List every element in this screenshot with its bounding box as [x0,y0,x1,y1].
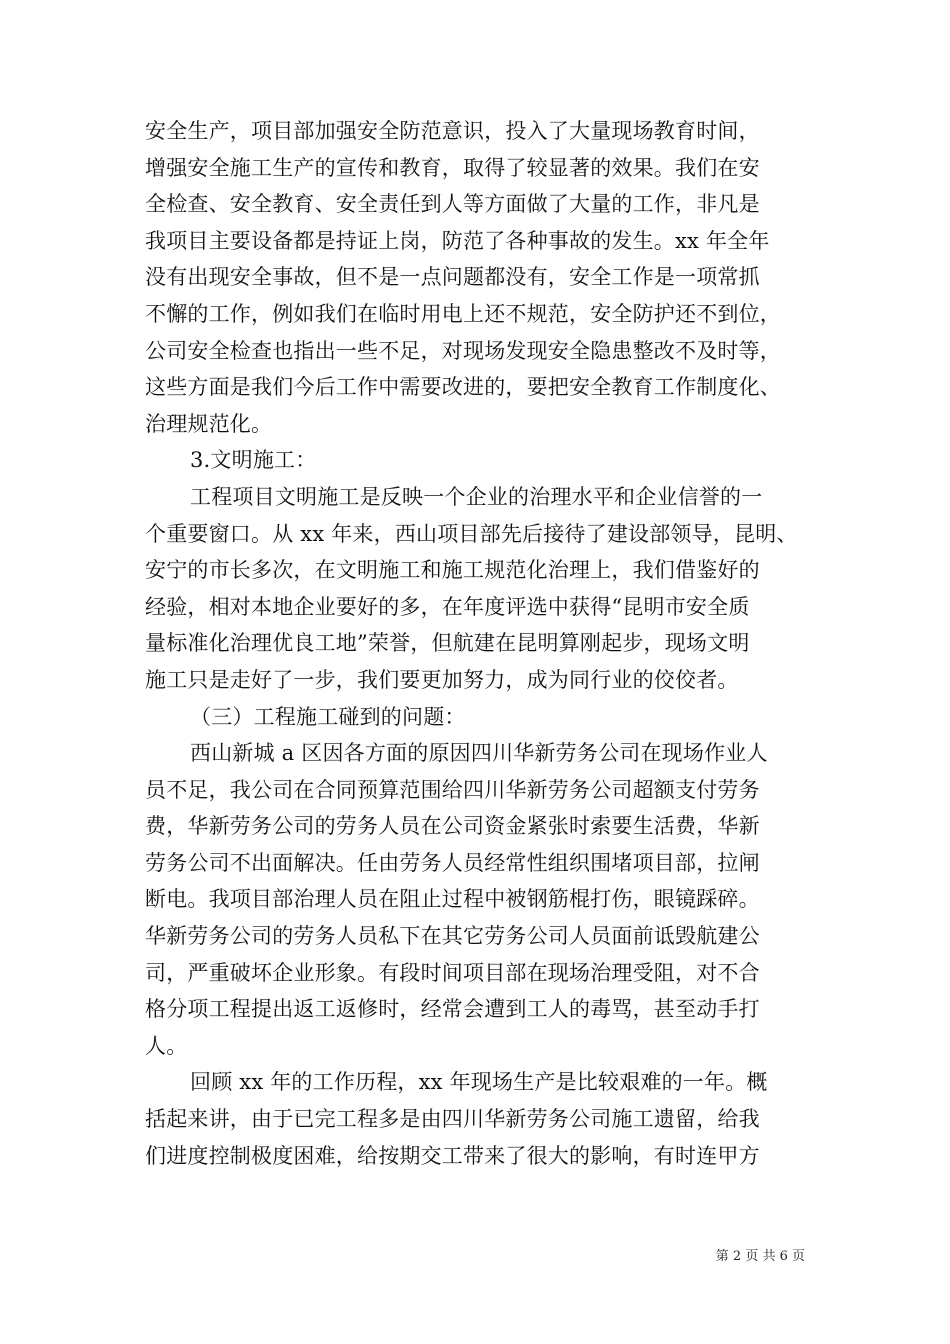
text-line: 安宁的市长多次，在文明施工和施工规范化治理上，我们借鉴好的 [145,558,760,583]
text-line: 个重要窗口。从 xx 年来，西山项目部先后接待了建设部领导，昆明、 [145,521,798,546]
text-line: 华新劳务公司的劳务人员私下在其它劳务公司人员面前诋毁航建公 [145,924,760,949]
text-line: 量标准化治理优良工地”荣誉，但航建在昆明算刚起步，现场文明 [145,631,750,656]
text-line: 费，华新劳务公司的劳务人员在公司资金紧张时索要生活费，华新 [145,814,760,839]
text-line: 增强安全施工生产的宣传和教育，取得了较显著的效果。我们在安 [145,155,760,180]
text-line: 括起来讲，由于已完工程多是由四川华新劳务公司施工遗留，给我 [145,1107,760,1132]
text-line: 工程项目文明施工是反映一个企业的治理水平和企业信誉的一 [190,484,763,509]
text-line: 不懈的工作，例如我们在临时用电上还不规范，安全防护还不到位， [145,301,781,326]
text-line: 劳务公司不出面解决。任由劳务人员经常性组织围堵项目部，拉闸 [145,850,760,875]
text-line: 我项目主要设备都是持证上岗，防范了各种事故的发生。xx 年全年 [145,228,770,253]
text-line: 这些方面是我们今后工作中需要改进的，要把安全教育工作制度化、 [145,375,781,400]
text-line: 格分项工程提出返工返修时，经常会遭到工人的毒骂，甚至动手打 [145,997,760,1022]
text-line: 西山新城 a 区因各方面的原因四川华新劳务公司在现场作业人 [190,741,768,766]
text-line: 断电。我项目部治理人员在阻止过程中被钢筋棍打伤，眼镜踩碎。 [145,887,760,912]
text-line: 经验，相对本地企业要好的多，在年度评选中获得“昆明市安全质 [145,594,750,619]
body-text [145,113,805,1174]
text-line: （三）工程施工碰到的问题： [190,704,466,729]
text-line: 回顾 xx 年的工作历程，xx 年现场生产是比较艰难的一年。概 [190,1070,768,1095]
text-line: 没有出现安全事故，但不是一点问题都没有，安全工作是一项常抓 [145,265,760,290]
text-line: 们进度控制极度困难，给按期交工带来了很大的影响，有时连甲方 [145,1143,760,1168]
text-line: 公司安全检查也指出一些不足，对现场发现安全隐患整改不及时等， [145,338,781,363]
text-line: 3.文明施工： [190,448,317,473]
text-line: 安全生产，项目部加强安全防范意识，投入了大量现场教育时间， [145,119,760,143]
text-line: 人。 [145,1033,188,1058]
text-line: 全检查、安全教育、安全责任到人等方面做了大量的工作，非凡是 [145,192,760,217]
page-number-footer: 第 2 页 共 6 页 [715,1249,805,1264]
text-line: 司，严重破坏企业形象。有段时间项目部在现场治理受阻，对不合 [145,960,760,985]
text-line: 施工只是走好了一步，我们要更加努力，成为同行业的佼佼者。 [145,667,739,692]
text-line: 员不足，我公司在合同预算范围给四川华新劳务公司超额支付劳务 [145,777,760,802]
text-line: 治理规范化。 [145,411,273,436]
